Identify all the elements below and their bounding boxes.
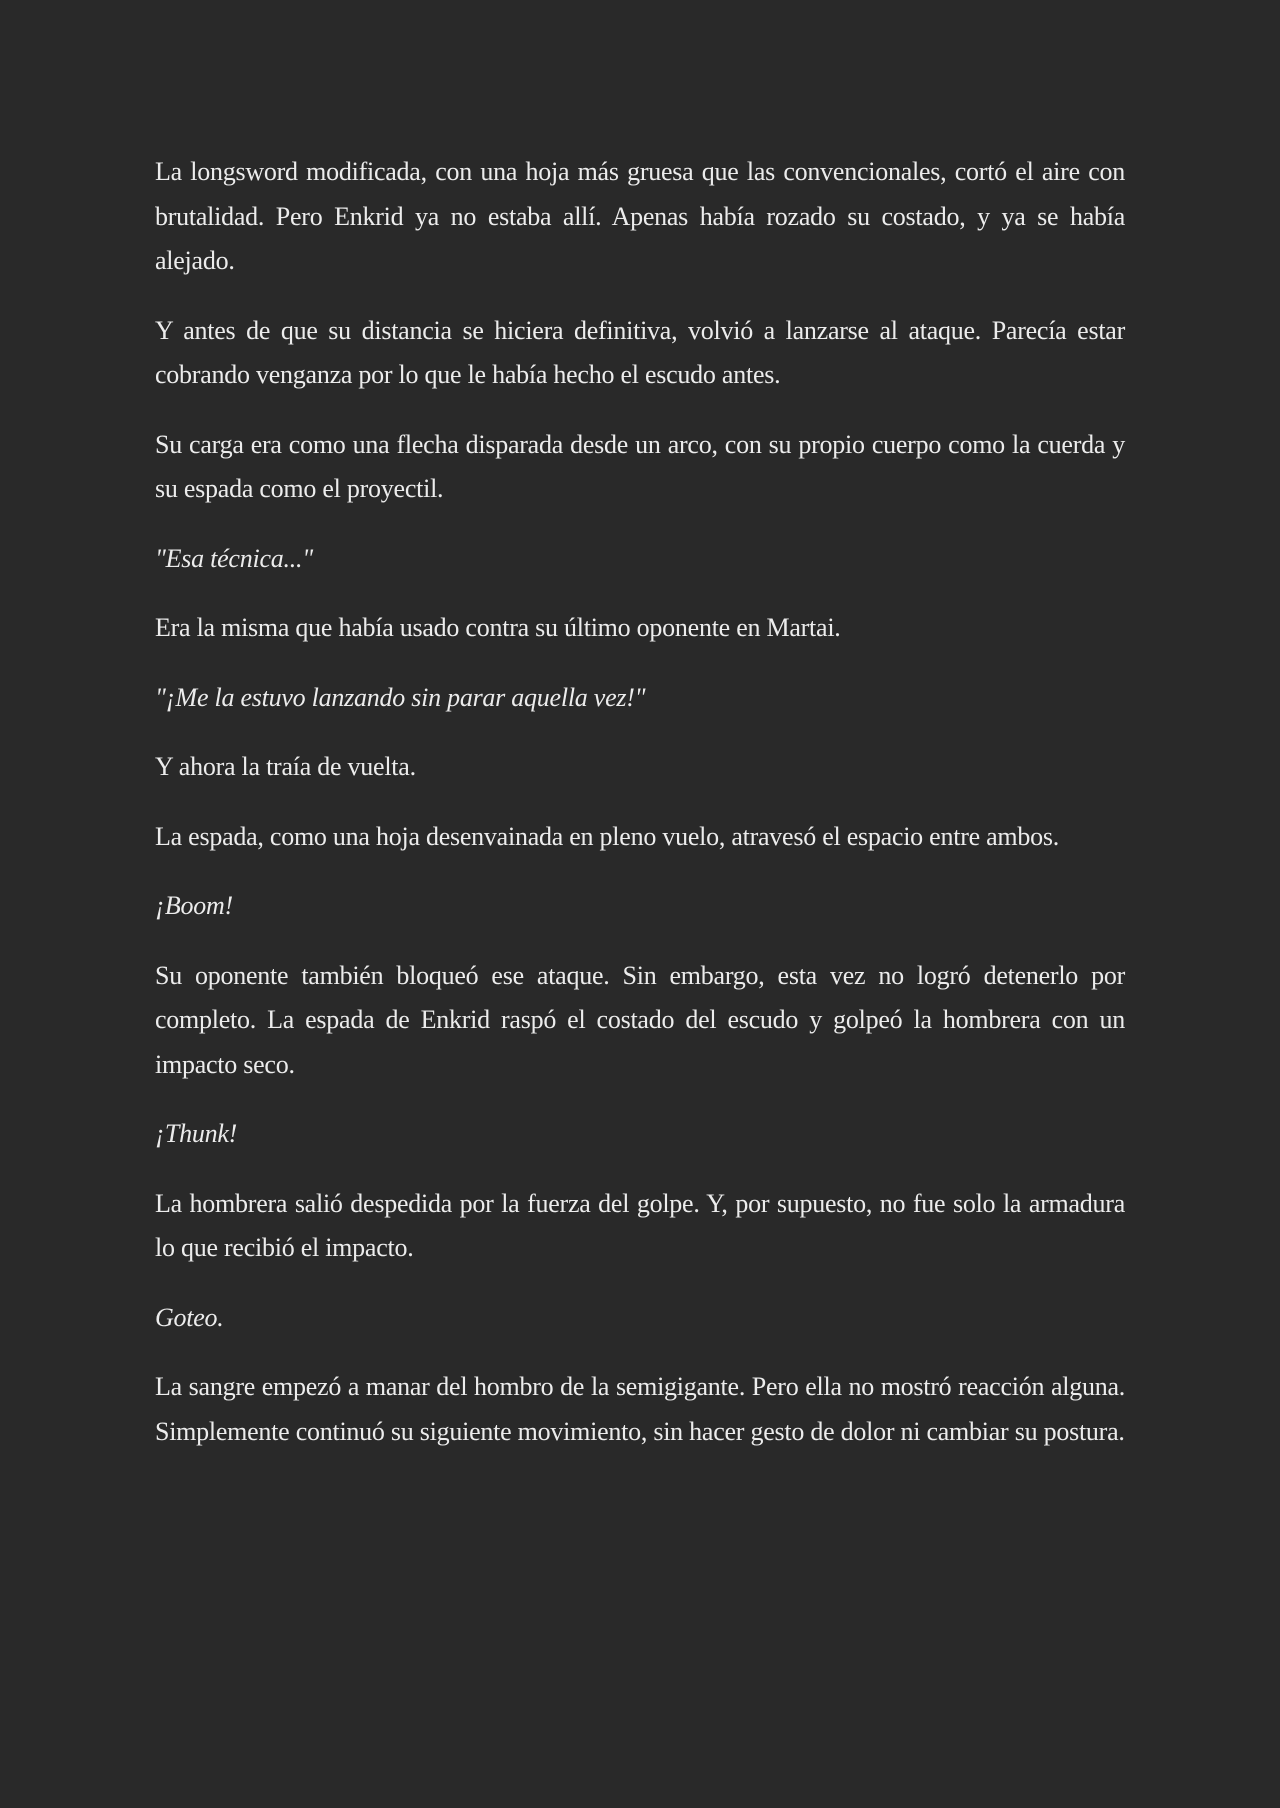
sound-effect: Goteo. <box>155 1302 224 1332</box>
paragraph: Su oponente también bloqueó ese ataque. Sin embargo, esta vez no logró detenerlo por completo. La espada de Enkrid raspó el costado del escudo y golpeó la hombrera con un impacto seco. <box>155 960 1125 1079</box>
paragraph: La hombrera salió despedida por la fuerza del golpe. Y, por supuesto, no fue solo la armadura lo que recibió el impacto. <box>155 1188 1125 1262</box>
sound-effect: ¡Boom! <box>155 891 233 920</box>
paragraph: Su carga era como una flecha disparada desde un arco, con su propio cuerpo como la cuerda y su espada como el proyectil. <box>155 429 1125 503</box>
paragraph: La sangre empezó a manar del hombro de la semigigante. Pero ella no mostró reacción alguna. Simplemente continuó su siguiente movimiento, sin hacer gesto de dolor ni cambiar su postura. <box>155 1372 1125 1446</box>
sound-effect: ¡Thunk! <box>155 1119 238 1148</box>
paragraph: Era la misma que había usado contra su último oponente en Martai. <box>155 613 841 642</box>
paragraph: Y antes de que su distancia se hiciera definitiva, volvió a lanzarse al ataque. Parecía estar cobrando venganza por lo que le había hecho el escudo antes. <box>155 315 1125 389</box>
paragraph: Y ahora la traía de vuelta. <box>155 752 416 781</box>
italic-thought: "¡Me la estuvo lanzando sin parar aquella vez!" <box>155 682 646 712</box>
paragraph: La espada, como una hoja desenvainada en pleno vuelo, atravesó el espacio entre ambos. <box>155 821 1060 851</box>
paragraph: La longsword modificada, con una hoja más gruesa que las convencionales, cortó el aire con brutalidad. Pero Enkrid ya no estaba allí. Apenas había rozado su costado, y ya se había alejado. <box>155 157 1125 275</box>
italic-thought: "Esa técnica..." <box>155 543 313 573</box>
reading-content <box>155 150 1125 1479</box>
